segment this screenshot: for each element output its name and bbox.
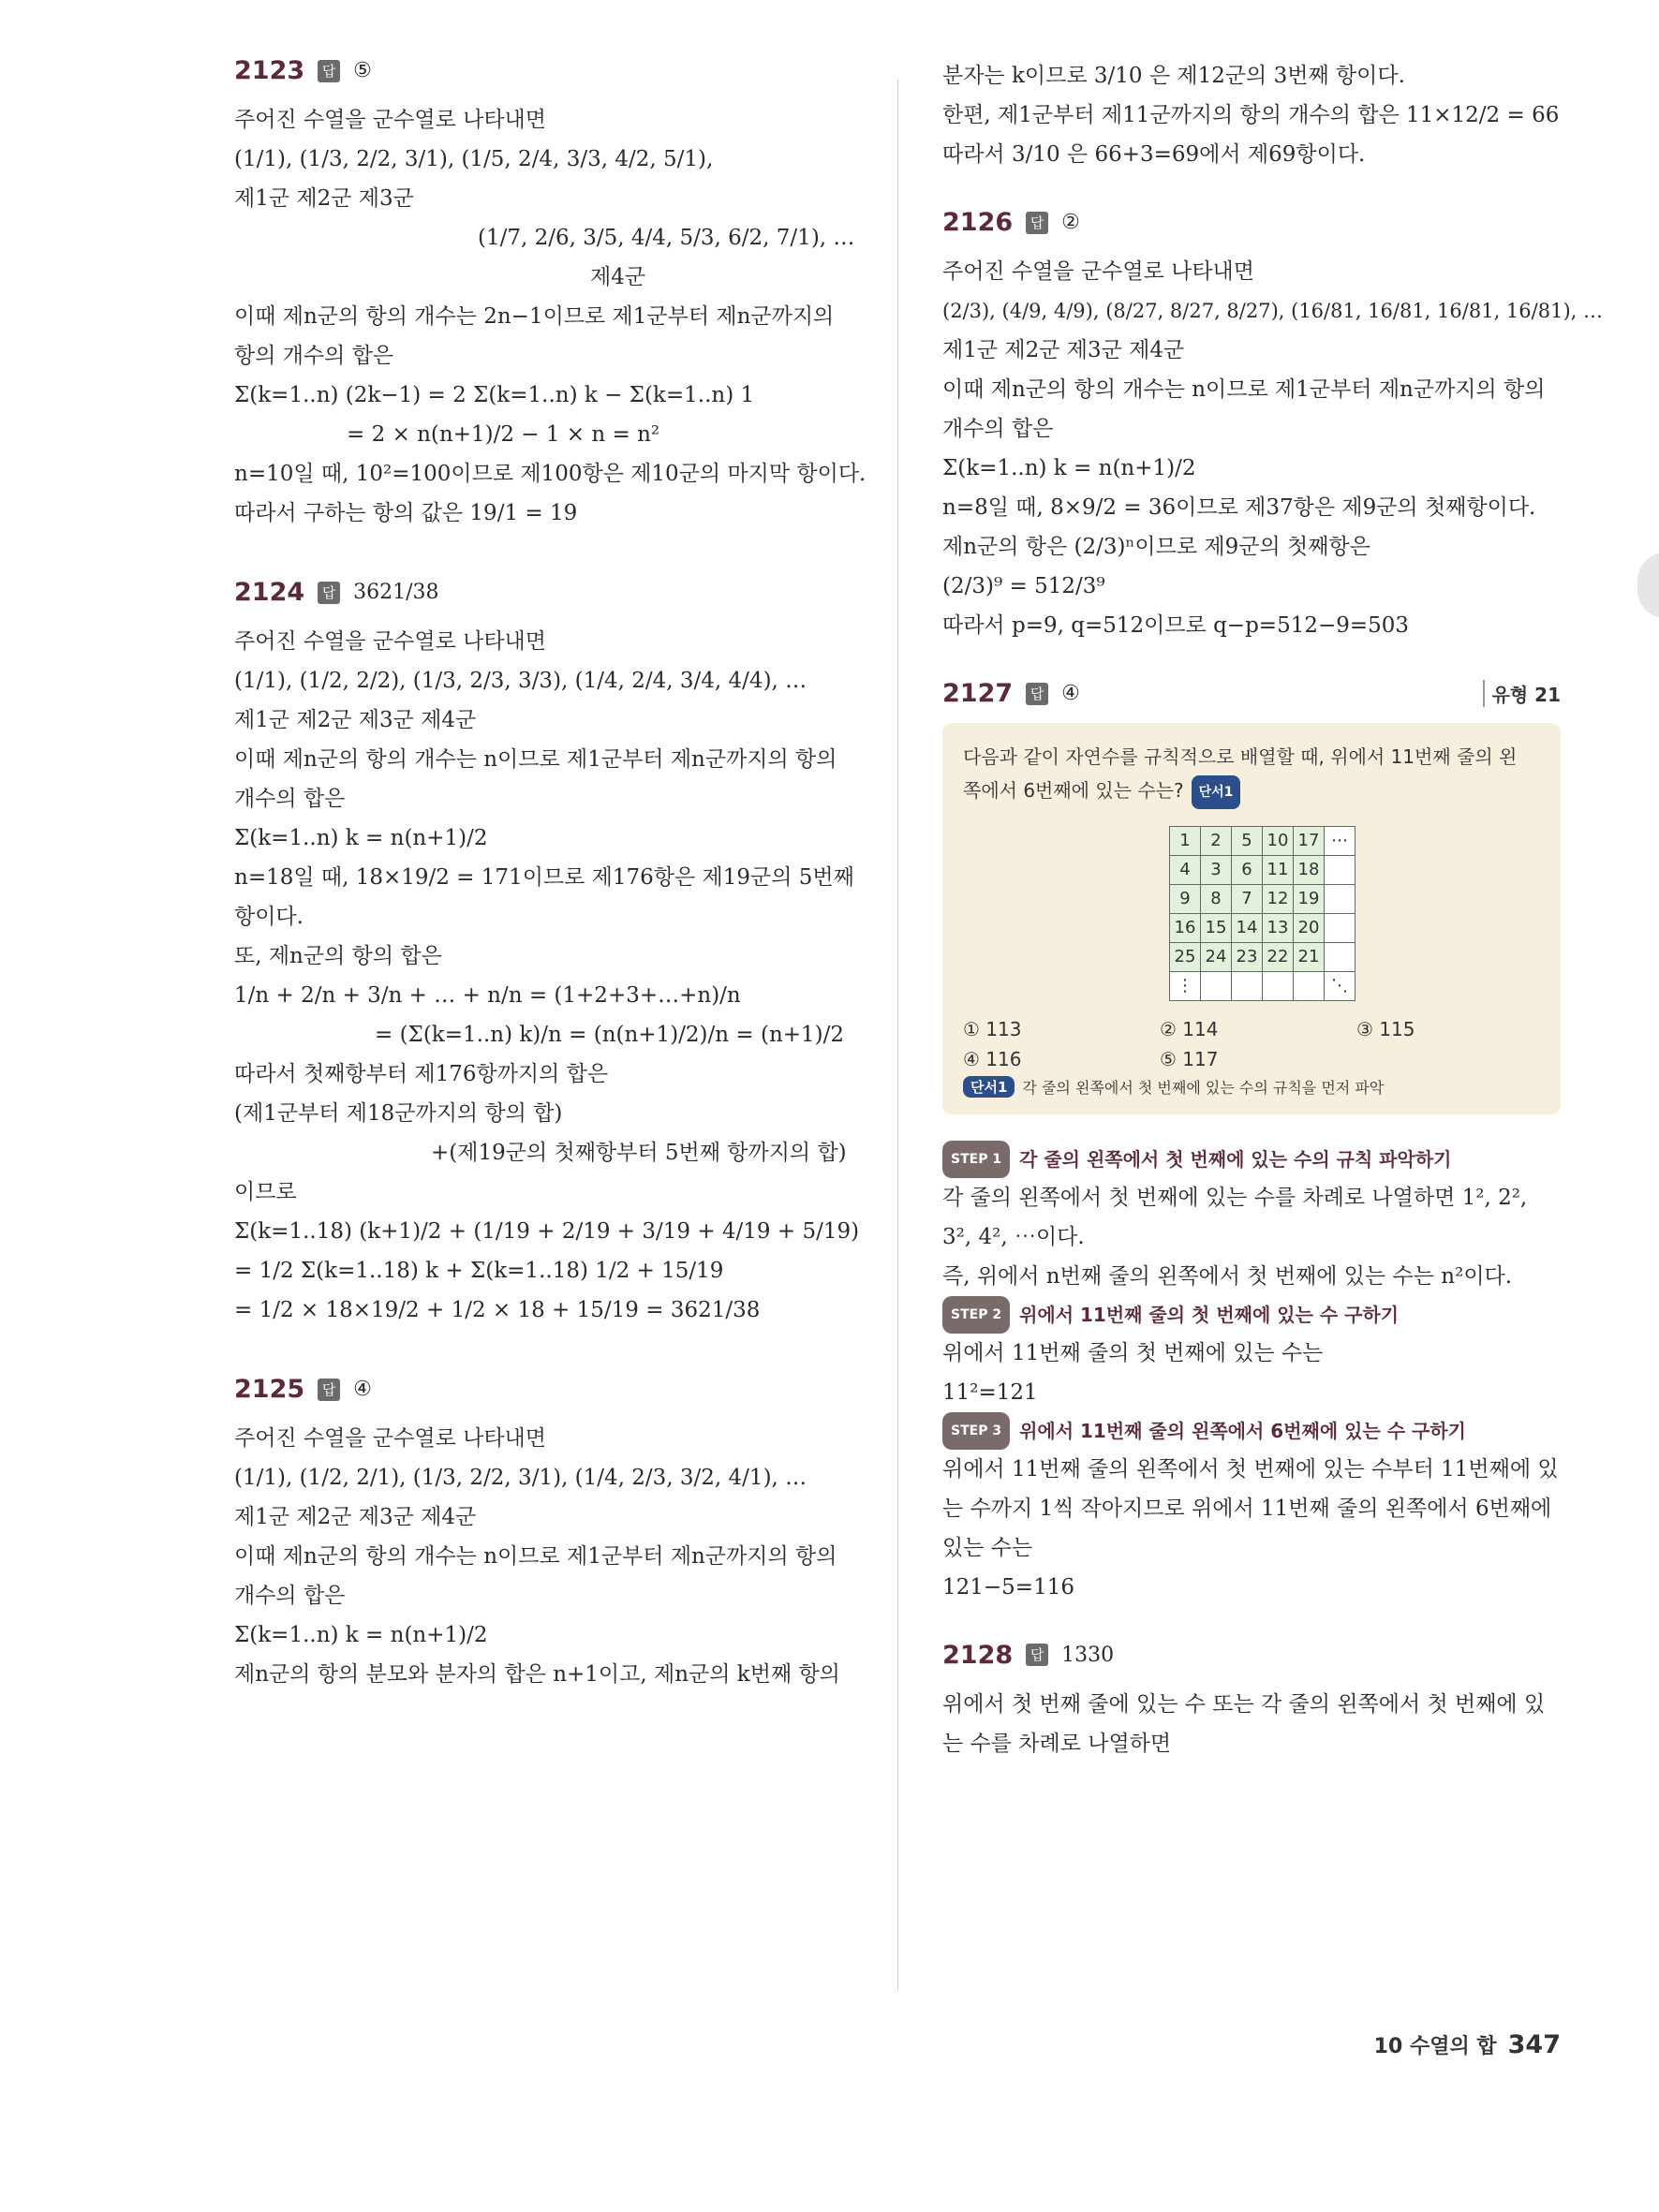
grid-row (1170, 971, 1355, 1000)
step-title: 위에서 11번째 줄의 첫 번째에 있는 수 구하기 (1019, 1303, 1400, 1326)
problem-2124 (234, 578, 860, 1330)
problem-header (942, 208, 1561, 237)
grid-cell (1232, 971, 1263, 1000)
problem-2126 (942, 208, 1603, 645)
group-labels: 제4군 (590, 265, 646, 289)
text-line: 개수의 합은 (234, 1584, 346, 1608)
text-line: 121−5=116 (942, 1574, 1074, 1600)
text-line: 제n군의 항은 (2/3)ⁿ이므로 제9군의 첫째항은 (942, 535, 1370, 559)
problem-text: 다음과 같이 자연수를 규칙적으로 배열할 때, 위에서 11번째 줄의 왼 (963, 745, 1518, 768)
solution-body (942, 252, 1603, 645)
hint-text: 각 줄의 왼쪽에서 첫 번째에 있는 수의 규칙을 먼저 파악 (1022, 1078, 1385, 1097)
problem-text-part: 쪽에서 6번째에 있는 수는? (963, 779, 1184, 802)
group-labels: 제1군 제2군 제3군 제4군 (234, 708, 477, 732)
grid-row (1170, 855, 1355, 884)
text-line: 주어진 수열을 군수열로 나타내면 (234, 1426, 546, 1451)
text-line: 는 수를 차례로 나열하면 (942, 1731, 1172, 1756)
problem-header (942, 679, 1561, 708)
solution-body (234, 1419, 852, 1694)
grid-row (1170, 884, 1355, 913)
problem-header (234, 578, 852, 607)
left-column (234, 56, 867, 1739)
problem-number: 2126 (942, 208, 1014, 237)
grid-cell: 23 (1232, 942, 1263, 971)
answer-value: ④ (1061, 682, 1080, 705)
answer-icon: 답 (1026, 1644, 1048, 1666)
grid-cell: 18 (1294, 855, 1325, 884)
problem-header (234, 1375, 852, 1404)
problem-box (942, 723, 1561, 1114)
text-line: 위에서 첫 번째 줄에 있는 수 또는 각 줄의 왼쪽에서 첫 번째에 있 (942, 1691, 1546, 1717)
text-line: 주어진 수열을 군수열로 나타내면 (234, 108, 546, 132)
chapter-title: 10 수열의 합 (1373, 2035, 1497, 2058)
math-line: (2/3), (4/9, 4/9), (8/27, 8/27, 8/27), (16/81, 16/81, 16/81, 16/81), … (942, 300, 1603, 322)
grid-cell: 12 (1263, 884, 1294, 913)
grid-cell: 13 (1263, 913, 1294, 942)
text-line: 항이다. (234, 905, 304, 929)
grid-cell: 10 (1263, 826, 1294, 855)
problem-2125 (234, 1375, 852, 1694)
type-tag: 유형 21 (1483, 680, 1561, 707)
text-line: 즉, 위에서 n번째 줄의 왼쪽에서 첫 번째에 있는 수는 n²이다. (942, 1263, 1513, 1289)
grid-cell (1325, 884, 1355, 913)
problem-2128 (942, 1641, 1561, 1763)
text-line: 11²=121 (942, 1379, 1038, 1405)
answer-icon: 답 (318, 60, 340, 82)
problem-number: 2125 (234, 1375, 305, 1404)
problem-number: 2124 (234, 578, 305, 607)
problem-number: 2123 (234, 56, 305, 85)
grid-cell: ⋮ (1170, 971, 1201, 1000)
choice-item: ② 114 (1160, 1017, 1219, 1040)
math-line: (1/7, 2/6, 3/5, 4/4, 5/3, 6/2, 7/1), … (478, 226, 855, 250)
grid-cell (1325, 942, 1355, 971)
text-line: n=10일 때, 10²=100이므로 제100항은 제10군의 마지막 항이다. (234, 462, 867, 486)
choice-item: ① 113 (963, 1017, 1022, 1040)
math-line: Σ(k=1..18) (k+1)/2 + (1/19 + 2/19 + 3/19 + 4/19 + 5/19) (234, 1219, 860, 1244)
grid-cell: 16 (1170, 913, 1201, 942)
grid-cell: 7 (1232, 884, 1263, 913)
grid-cell: 9 (1170, 884, 1201, 913)
text-line: n=8일 때, 8×9/2 = 36이므로 제37항은 제9군의 첫째항이다. (942, 495, 1536, 520)
chapter-edge-tab (1637, 553, 1659, 618)
answer-choices (963, 1018, 1540, 1070)
step-badge: STEP 2 (942, 1296, 1010, 1334)
grid-cell (1325, 913, 1355, 942)
math-line: (1/1), (1/2, 2/2), (1/3, 2/3, 3/3), (1/4, 2/4, 3/4, 4/4), … (234, 669, 807, 693)
answer-value: ④ (353, 1378, 372, 1401)
text-line: (제1군부터 제18군까지의 항의 합) (234, 1101, 563, 1126)
step-badge: STEP 1 (942, 1141, 1010, 1178)
grid-cell: 22 (1263, 942, 1294, 971)
text-line: 이때 제n군의 항의 개수는 n이므로 제1군부터 제n군까지의 항의 (234, 1544, 837, 1569)
solution-body (234, 622, 860, 1330)
grid-cell: 2 (1201, 826, 1232, 855)
text-line: 항의 개수의 합은 (234, 344, 394, 368)
text-line: 이때 제n군의 항의 개수는 n이므로 제1군부터 제n군까지의 항의 (942, 377, 1546, 402)
grid-cell: 5 (1232, 826, 1263, 855)
grid-cell (1325, 855, 1355, 884)
answer-icon: 답 (318, 1379, 340, 1401)
grid-cell: 1 (1170, 826, 1201, 855)
math-line: = 1/2 × 18×19/2 + 1/2 × 18 + 15/19 = 3621/38 (234, 1298, 761, 1322)
hint-badge: 단서1 (963, 1076, 1015, 1098)
group-labels: 제1군 제2군 제3군 (234, 186, 414, 211)
grid-cell: 21 (1294, 942, 1325, 971)
text-line: 각 줄의 왼쪽에서 첫 번째에 있는 수를 차례로 나열하면 1², 2², (942, 1185, 1528, 1210)
problem-text (963, 774, 1540, 809)
problem-2123 (234, 56, 867, 533)
math-line: Σ(k=1..n) (2k−1) = 2 Σ(k=1..n) k − Σ(k=1..n) 1 (234, 383, 755, 407)
problem-2127 (942, 679, 1561, 1607)
answer-value: 3621/38 (353, 581, 439, 604)
text-line: 따라서 3/10 은 66+3=69에서 제69항이다. (942, 142, 1366, 167)
right-column (942, 56, 1603, 1808)
text-line: 있는 수는 (942, 1535, 1033, 1560)
grid-cell: 19 (1294, 884, 1325, 913)
grid-cell: 6 (1232, 855, 1263, 884)
text-line: 한편, 제1군부터 제11군까지의 항의 개수의 합은 11×12/2 = 66 (942, 103, 1560, 127)
text-line: 따라서 구하는 항의 값은 19/1 = 19 (234, 501, 578, 525)
problem-number: 2128 (942, 1640, 1014, 1670)
math-line: Σ(k=1..n) k = n(n+1)/2 (234, 1623, 488, 1647)
step-badge: STEP 3 (942, 1412, 1010, 1450)
step-1-heading (942, 1141, 1561, 1178)
hint-row (963, 1076, 1540, 1098)
text-line: 이때 제n군의 항의 개수는 2n−1이므로 제1군부터 제n군까지의 (234, 304, 835, 329)
problem-number: 2127 (942, 679, 1014, 708)
problem-header (942, 1641, 1561, 1670)
text-line: 따라서 p=9, q=512이므로 q−p=512−9=503 (942, 613, 1410, 638)
grid-cell (1201, 971, 1232, 1000)
math-line: = 1/2 Σ(k=1..18) k + Σ(k=1..18) 1/2 + 15/19 (234, 1259, 724, 1283)
answer-icon: 답 (318, 582, 340, 604)
math-line: 1/n + 2/n + 3/n + … + n/n = (1+2+3+…+n)/n (234, 983, 741, 1008)
grid-cell: 11 (1263, 855, 1294, 884)
grid-cell: 14 (1232, 913, 1263, 942)
text-line: 또, 제n군의 항의 합은 (234, 944, 442, 968)
group-labels: 제1군 제2군 제3군 제4군 (234, 1505, 477, 1529)
number-grid (1169, 826, 1355, 1001)
text-line: 개수의 합은 (942, 417, 1054, 441)
text-line: 개수의 합은 (234, 787, 346, 811)
step-title: 각 줄의 왼쪽에서 첫 번째에 있는 수의 규칙 파악하기 (1019, 1147, 1452, 1171)
choice-item: ④ 116 (963, 1047, 1022, 1070)
page-footer (1374, 2030, 1561, 2059)
grid-cell: 25 (1170, 942, 1201, 971)
answer-value: ⑤ (353, 59, 372, 82)
math-line: = (Σ(k=1..n) k)/n = (n(n+1)/2)/n = (n+1)/2 (375, 1023, 845, 1047)
hint-tag: 단서1 (1192, 775, 1241, 809)
text-line: 이므로 (234, 1180, 297, 1204)
group-labels: 제1군 제2군 제3군 제4군 (942, 338, 1185, 362)
page-number: 347 (1507, 2030, 1561, 2059)
grid-cell: 20 (1294, 913, 1325, 942)
step-3-heading (942, 1412, 1561, 1450)
step-title: 위에서 11번째 줄의 왼쪽에서 6번째에 있는 수 구하기 (1019, 1419, 1466, 1442)
grid-cell: 24 (1201, 942, 1232, 971)
math-line: Σ(k=1..n) k = n(n+1)/2 (234, 826, 488, 850)
grid-cell: 4 (1170, 855, 1201, 884)
problem-header (234, 56, 852, 85)
answer-icon: 답 (1026, 683, 1048, 705)
text-line: +(제19군의 첫째항부터 5번째 항까지의 합) (431, 1141, 847, 1165)
grid-cell: 17 (1294, 826, 1325, 855)
grid-cell: ⋯ (1325, 826, 1355, 855)
grid-row (1170, 826, 1355, 855)
text-line: 이때 제n군의 항의 개수는 n이므로 제1군부터 제n군까지의 항의 (234, 747, 837, 772)
grid-cell: 3 (1201, 855, 1232, 884)
grid-row (1170, 913, 1355, 942)
math-line: (1/1), (1/3, 2/2, 3/1), (1/5, 2/4, 3/3, 4/2, 5/1), (234, 147, 714, 171)
math-line: (2/3)⁹ = 512/3⁹ (942, 574, 1105, 598)
math-line: = 2 × n(n+1)/2 − 1 × n = n² (347, 422, 660, 447)
math-line: Σ(k=1..n) k = n(n+1)/2 (942, 456, 1196, 480)
text-line: n=18일 때, 18×19/2 = 171이므로 제176항은 제19군의 5번째 (234, 865, 854, 890)
choice-item: ③ 115 (1356, 1017, 1415, 1040)
text-line: 주어진 수열을 군수열로 나타내면 (234, 629, 546, 654)
text-line: 3², 4², ⋯이다. (942, 1224, 1085, 1249)
text-line: 위에서 11번째 줄의 첫 번째에 있는 수는 (942, 1340, 1324, 1365)
text-line: 주어진 수열을 군수열로 나타내면 (942, 259, 1254, 284)
text-line: 는 수까지 1씩 작아지므로 위에서 11번째 줄의 왼쪽에서 6번째에 (942, 1496, 1552, 1521)
choice-item: ⑤ 117 (1160, 1047, 1219, 1070)
text-line: 제n군의 항의 분모와 분자의 합은 n+1이고, 제n군의 k번째 항의 (234, 1662, 840, 1687)
grid-cell (1294, 971, 1325, 1000)
text-line: 따라서 첫째항부터 제176항까지의 합은 (234, 1062, 609, 1086)
text-line: 분자는 k이므로 3/10 은 제12군의 3번째 항이다. (942, 64, 1405, 88)
grid-cell: ⋱ (1325, 971, 1355, 1000)
solution-body (234, 100, 867, 533)
problem-2125-continued (942, 56, 1561, 174)
answer-icon: 답 (1026, 212, 1048, 234)
grid-row (1170, 942, 1355, 971)
answer-value: ② (1061, 211, 1080, 234)
text-line: 위에서 11번째 줄의 왼쪽에서 첫 번째에 있는 수부터 11번째에 있 (942, 1456, 1559, 1482)
answer-value: 1330 (1061, 1643, 1115, 1667)
grid-cell: 15 (1201, 913, 1232, 942)
step-2-heading (942, 1296, 1561, 1334)
grid-cell (1263, 971, 1294, 1000)
math-line: (1/1), (1/2, 2/1), (1/3, 2/2, 3/1), (1/4, 2/3, 3/2, 4/1), … (234, 1466, 807, 1490)
grid-cell: 8 (1201, 884, 1232, 913)
column-divider (897, 80, 898, 1990)
